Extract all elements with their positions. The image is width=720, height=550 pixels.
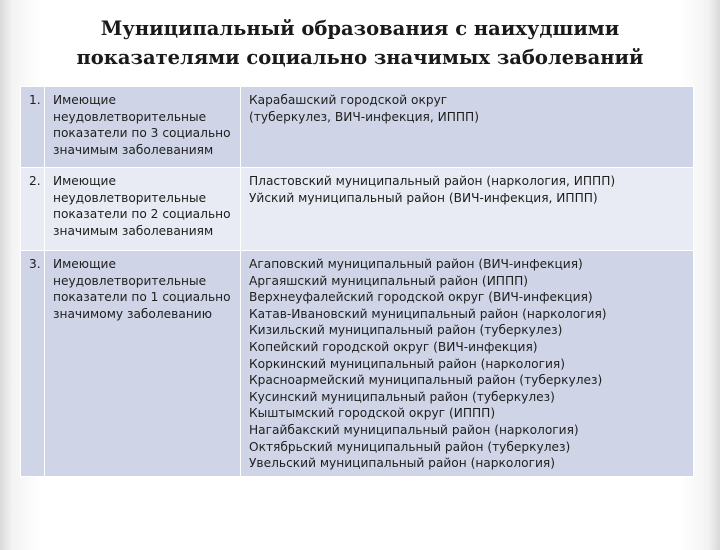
region-item: Нагайбакский муниципальный район (наркология) [249, 422, 579, 437]
region-item: Верхнеуфалейский городской округ (ВИЧ-инфекция) [249, 290, 593, 305]
region-item: Кыштымский городской округ (ИППП) [249, 406, 496, 421]
row-number: 2. [21, 168, 45, 251]
row-description [45, 168, 241, 251]
region-item: Агаповский муниципальный район (ВИЧ-инфекция) [249, 257, 583, 271]
description-text: Имеющие неудовлетворительные показатели по 2 социально значимым заболеваниям [53, 174, 231, 238]
description-text: Имеющие неудовлетворительные показатели по 1 социально значимому заболеванию [53, 257, 231, 321]
description-text: Имеющие неудовлетворительные показатели по 3 социально значимым заболеваниям [53, 93, 231, 157]
region-item: Уйский муниципальный район (ВИЧ-инфекция, ИППП) [249, 190, 598, 205]
region-item: Катав-Ивановский муниципальный район (наркология) [249, 306, 607, 321]
row-regions [241, 251, 694, 477]
municipalities-table [20, 86, 694, 477]
region-item: Красноармейский муниципальный район (туберкулез) [249, 373, 603, 388]
title-line-1: Муниципальный образования с наихудшими [100, 17, 620, 40]
region-item: Октябрьский муниципальный район (туберкулез) [249, 439, 571, 454]
table-row [21, 87, 694, 168]
row-number: 1. [21, 87, 45, 168]
row-description [45, 87, 241, 168]
row-regions [241, 87, 694, 168]
region-item: Коркинский муниципальный район (наркология) [249, 356, 566, 371]
page-title [40, 14, 680, 72]
region-item: Кусинский муниципальный район (туберкулез) [249, 389, 555, 404]
row-description [45, 251, 241, 477]
region-item: Карабашский городской округ [249, 93, 448, 107]
region-item: (туберкулез, ВИЧ-инфекция, ИППП) [249, 109, 479, 124]
row-number: 3. [21, 251, 45, 477]
row-regions [241, 168, 694, 251]
table-row [21, 251, 694, 477]
region-item: Копейский городской округ (ВИЧ-инфекция) [249, 339, 538, 354]
table-row [21, 168, 694, 251]
region-item: Аргаяшский муниципальный район (ИППП) [249, 273, 529, 288]
region-item: Пластовский муниципальный район (наркология, ИППП) [249, 174, 616, 188]
region-item: Увельский муниципальный район (наркология) [249, 456, 555, 471]
title-line-2: показателями социально значимых заболеваний [76, 46, 644, 69]
region-item: Кизильский муниципальный район (туберкулез) [249, 323, 563, 338]
